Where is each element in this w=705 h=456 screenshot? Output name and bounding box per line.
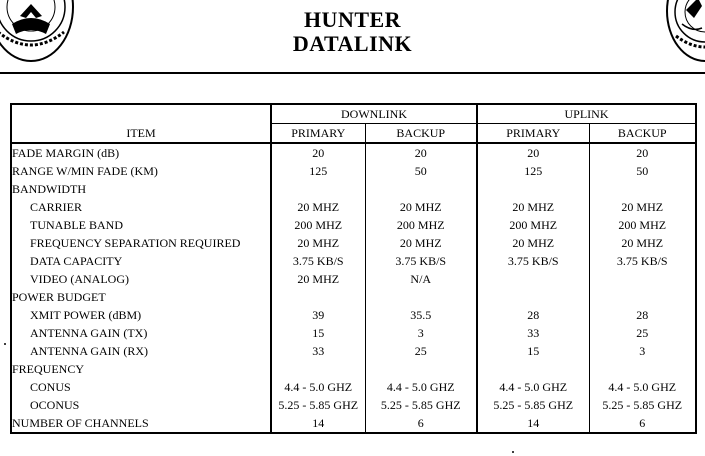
sub-header-row [11,124,696,144]
downlink-backup-value: 20 [365,143,477,162]
uplink-backup-header: BACKUP [589,124,696,144]
uplink-primary-value: 20 [477,143,589,162]
table-row [11,162,696,180]
table-row [11,234,696,252]
row-label: ANTENNA GAIN (RX) [30,344,148,358]
item-column-header: ITEM [126,125,156,140]
downlink-primary-value [271,288,365,306]
page-title-line-2: DATALINK [292,31,413,56]
downlink-backup-value [365,288,477,306]
downlink-primary-value [271,360,365,378]
downlink-primary-value: 15 [271,324,365,342]
downlink-group-header: DOWNLINK [271,104,477,124]
group-header-row [11,104,696,124]
downlink-backup-header: BACKUP [365,124,477,144]
downlink-backup-value: 3 [365,324,477,342]
uplink-backup-value: 28 [589,306,696,324]
downlink-primary-value: 4.4 - 5.0 GHZ [271,378,365,396]
uplink-backup-value: 3 [589,342,696,360]
row-label: VIDEO (ANALOG) [30,272,129,286]
uplink-backup-value: 4.4 - 5.0 GHZ [589,378,696,396]
downlink-primary-value [271,180,365,198]
uplink-primary-value: 15 [477,342,589,360]
downlink-primary-value: 20 MHZ [271,198,365,216]
downlink-backup-value: 6 [365,414,477,433]
uplink-backup-value: 20 [589,143,696,162]
table-row [11,198,696,216]
downlink-primary-value: 39 [271,306,365,324]
uplink-primary-value [477,360,589,378]
uplink-backup-value: 20 MHZ [589,198,696,216]
table-row [11,360,696,378]
uplink-backup-value [589,360,696,378]
title-underline [0,72,705,74]
uplink-backup-value: 5.25 - 5.85 GHZ [589,396,696,414]
downlink-backup-value: 20 MHZ [365,234,477,252]
downlink-backup-value: 35.5 [365,306,477,324]
downlink-primary-value: 20 MHZ [271,234,365,252]
uplink-backup-value: 20 MHZ [589,234,696,252]
uplink-primary-value: 20 MHZ [477,234,589,252]
downlink-primary-header: PRIMARY [271,124,365,144]
item-header-spacer [11,104,271,124]
downlink-primary-value: 20 [271,143,365,162]
row-label: FREQUENCY SEPARATION REQUIRED [30,236,241,250]
row-label: CARRIER [30,200,83,214]
uplink-primary-value: 5.25 - 5.85 GHZ [477,396,589,414]
downlink-backup-value: 4.4 - 5.0 GHZ [365,378,477,396]
uplink-group-header: UPLINK [477,104,696,124]
row-label: CONUS [30,380,71,394]
downlink-backup-value: 50 [365,162,477,180]
downlink-primary-value: 20 MHZ [271,270,365,288]
table-row [11,414,696,433]
uplink-primary-value: 33 [477,324,589,342]
table-row [11,306,696,324]
row-label: ANTENNA GAIN (TX) [30,326,148,340]
downlink-backup-value: 3.75 KB/S [365,252,477,270]
downlink-primary-value: 3.75 KB/S [271,252,365,270]
table-row [11,216,696,234]
uplink-backup-value [589,180,696,198]
uplink-backup-value [589,288,696,306]
uplink-primary-value: 125 [477,162,589,180]
downlink-backup-value: 20 MHZ [365,198,477,216]
table-row [11,378,696,396]
uplink-primary-header: PRIMARY [477,124,589,144]
uplink-backup-value: 200 MHZ [589,216,696,234]
datalink-spec-table [10,103,697,434]
row-label: POWER BUDGET [12,290,106,304]
table-row [11,288,696,306]
page-title-line-1: HUNTER [303,7,402,32]
row-label: BANDWIDTH [12,182,86,196]
downlink-backup-value: 25 [365,342,477,360]
table-row [11,270,696,288]
row-label: FREQUENCY [12,362,85,376]
downlink-backup-value: 200 MHZ [365,216,477,234]
table-row [11,252,696,270]
table-row [11,180,696,198]
row-label: XMIT POWER (dBM) [30,308,142,322]
downlink-primary-value: 200 MHZ [271,216,365,234]
table-row [11,396,696,414]
row-label: NUMBER OF CHANNELS [12,416,149,430]
downlink-backup-value: N/A [365,270,477,288]
row-label: OCONUS [30,398,80,412]
table-row [11,342,696,360]
uplink-backup-value: 25 [589,324,696,342]
downlink-backup-value [365,360,477,378]
scan-speck [4,343,6,345]
uplink-backup-value: 6 [589,414,696,433]
uplink-backup-value: 50 [589,162,696,180]
row-label: FADE MARGIN (dB) [11,143,271,162]
uplink-primary-value [477,288,589,306]
row-label: RANGE W/MIN FADE (KM) [12,164,158,178]
downlink-primary-value: 125 [271,162,365,180]
uplink-primary-value: 3.75 KB/S [477,252,589,270]
uplink-backup-value [589,270,696,288]
uplink-primary-value [477,270,589,288]
downlink-backup-value [365,180,477,198]
downlink-backup-value: 5.25 - 5.85 GHZ [365,396,477,414]
table-row [11,324,696,342]
downlink-primary-value: 14 [271,414,365,433]
row-label: DATA CAPACITY [30,254,123,268]
table-row [11,143,696,162]
uplink-primary-value: 20 MHZ [477,198,589,216]
downlink-primary-value: 5.25 - 5.85 GHZ [271,396,365,414]
uplink-primary-value [477,180,589,198]
uplink-primary-value: 14 [477,414,589,433]
uplink-primary-value: 4.4 - 5.0 GHZ [477,378,589,396]
row-label: TUNABLE BAND [30,218,123,232]
uplink-primary-value: 200 MHZ [477,216,589,234]
scan-speck [512,451,514,453]
uplink-primary-value: 28 [477,306,589,324]
downlink-primary-value: 33 [271,342,365,360]
uplink-backup-value: 3.75 KB/S [589,252,696,270]
